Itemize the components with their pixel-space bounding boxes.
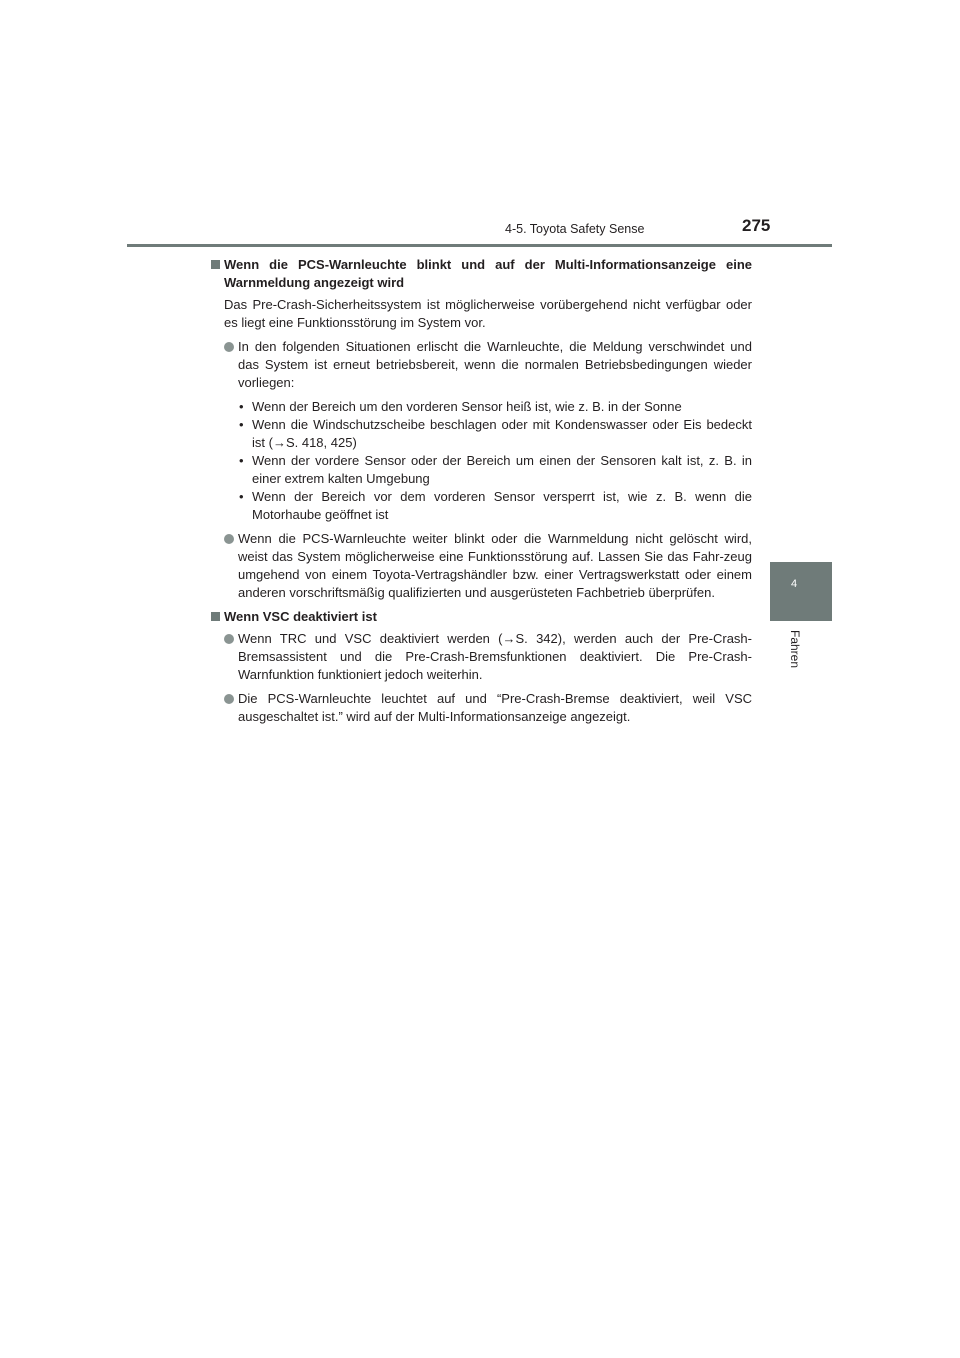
sub-list	[210, 398, 752, 524]
square-bullet-icon	[211, 260, 220, 269]
sub-list-item	[210, 452, 752, 488]
page-number: 275	[742, 216, 771, 235]
sub-list-item	[210, 416, 752, 452]
section-heading	[210, 608, 752, 626]
chapter-tab	[770, 562, 832, 621]
list-item	[210, 690, 752, 726]
circle-bullet-icon	[224, 634, 234, 644]
section-heading	[210, 256, 752, 292]
dot-bullet-icon: •	[239, 489, 244, 504]
list-item-text: In den folgenden Situationen erlischt die Warnleuchte, die Meldung verschwindet und das System ist erneut betriebsbereit, wenn die normalen Betriebsbedingungen wieder vorliegen:	[238, 339, 752, 390]
dot-bullet-icon: •	[239, 399, 244, 414]
heading-text: Wenn VSC deaktiviert ist	[224, 609, 377, 624]
chapter-label: Fahren	[788, 630, 802, 669]
list-item	[210, 530, 752, 602]
sub-list-item	[210, 398, 752, 416]
header-divider	[127, 244, 832, 247]
list-item	[210, 630, 752, 684]
circle-bullet-icon	[224, 342, 234, 352]
paragraph: Das Pre-Crash-Sicherheitssystem ist möglicherweise vorübergehend nicht verfügbar oder es liegt eine Funktionsstörung im System vor.	[224, 297, 752, 330]
heading-text: Wenn die PCS-Warnleuchte blinkt und auf der Multi-Informationsanzeige eine Warnmeldung angezeigt wird	[224, 257, 752, 290]
chapter-number: 4	[790, 578, 798, 590]
square-bullet-icon	[211, 612, 220, 621]
list-item-text: Die PCS-Warnleuchte leuchtet auf und “Pre-Crash-Bremse deaktiviert, weil VSC ausgeschaltet ist.” wird auf der Multi-Informationsanzeige angezeigt.	[238, 691, 752, 724]
list-item-text: Wenn TRC und VSC deaktiviert werden (→S. 342), werden auch der Pre-Crash-Bremsassistent und die Pre-Crash-Bremsfunktionen deaktiviert. Die Pre-Crash-Warnfunktion funktioniert jedoch weiterhin.	[238, 631, 752, 682]
page-content	[210, 256, 752, 732]
circle-bullet-icon	[224, 534, 234, 544]
sub-list-item	[210, 488, 752, 524]
dot-bullet-icon: •	[239, 417, 244, 432]
list-item	[210, 338, 752, 392]
sub-list-item-text: Wenn der Bereich um den vorderen Sensor heiß ist, wie z. B. in der Sonne	[252, 399, 682, 414]
sub-list-item-text: Wenn der Bereich vor dem vorderen Sensor versperrt ist, wie z. B. wenn die Motorhaube geöffnet ist	[252, 489, 752, 522]
list-item-text: Wenn die PCS-Warnleuchte weiter blinkt oder die Warnmeldung nicht gelöscht wird, weist das System möglicherweise eine Funktionsstörung auf. Lassen Sie das Fahr-zeug umgehend von einem Toyota-Vertragshändler bzw. einer Vertragswerkstatt oder einem anderen vorschriftsmäßig qualifizierten und ausgerüsteten Fachbetrieb überprüfen.	[238, 531, 752, 600]
dot-bullet-icon: •	[239, 453, 244, 468]
circle-bullet-icon	[224, 694, 234, 704]
sub-list-item-text: Wenn die Windschutzscheibe beschlagen oder mit Kondenswasser oder Eis bedeckt ist (→S. 418, 425)	[252, 417, 752, 450]
sub-list-item-text: Wenn der vordere Sensor oder der Bereich um einen der Sensoren kalt ist, z. B. in einer extrem kalten Umgebung	[252, 453, 752, 486]
section-title: 4-5. Toyota Safety Sense	[505, 222, 645, 236]
